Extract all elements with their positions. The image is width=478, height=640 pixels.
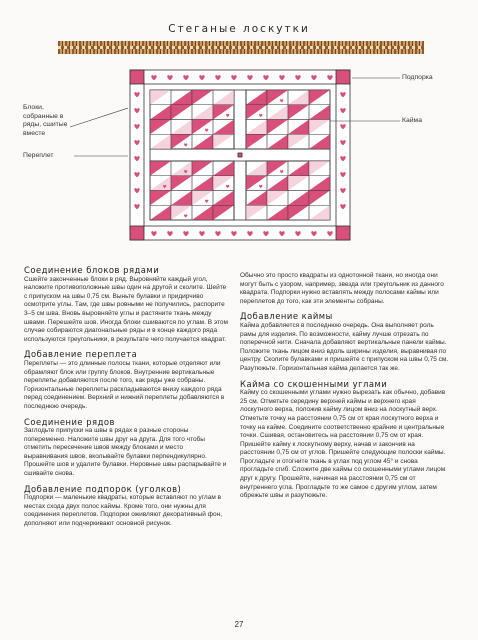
paragraph-adding-sashing: Переплеты — это длинные полосы ткани, которые отделяют или обрамляют блок или группу блоков. Внутренние вертикальные переплеты добавляются после того, как ряды уже собраны. Горизонтальные переплеты раскладываются внизу каждого ряда перед соединением. Верхний и нижний переплеты добавляются в последнюю очередь. (24, 359, 225, 410)
label-blocks: Блоки, собранные в ряды, сшитые вместе (23, 104, 68, 137)
paragraph-cornerstones: Подпорки — маленькие квадраты, которые вставляют по углам в местах схода двух полос каймы. Кроме того, они нужны для соединения переплетов. Подпорки оживляют декоративный фон, дополняют или подчеркивают основной рисунок. (24, 494, 223, 528)
page-number: 27 (234, 620, 244, 629)
paragraph-mitered-border: Кайму со скошенными углами нужно вырезать как обычно, добавив 25 см. Отметьте середину верхней каймы и верхнего края лоскутного верха, положив кайму лицом вниз на лоскутный верх. Отметьте точку на расстоянии 0,75 см от края лоскутного верха и точку на кайме. Соедините соответственно крайние и центральные точки. Сшивая, остановитесь на расстоянии 0,75 см от края. Пришейте кайму к лоскутному верху, начав и закончив на расстоянии 0,75 см от углов. Пришейте следующие полоски каймы. Прогладьте и отогните ткань в углах под углом 45° и снова прогладьте сгиб. Сложите две каймы со скошенными углами лицом друг к другу. Прошейте, начиная на расстоянии 0,75 см от внутреннего угла. Прогладьте то же самое с другим углом, затем обрежьте швы и разутюжьте. (240, 389, 446, 500)
heading-adding-border: Добавление каймы (240, 311, 333, 322)
heading-adding-sashing: Добавление переплета (24, 349, 138, 360)
paragraph-adding-border: Кайма добавляется в последнюю очередь. Она выполняет роль рамы для изделия. По возможности, кайму лучше отрезать по поперечной нити. Сначала добавляют вертикальные панели каймы. Положите ткань лицом вниз вдоль ширины изделия, выравнивая по центру. Сколите булавками и пришейте с припуском на швы 0,75 см. Разутюжьте. Горизонтальная кайма делается так же. (240, 321, 449, 372)
leader-line-blocks (70, 108, 128, 127)
text-column-left (24, 266, 228, 535)
heading-joining-rows: Соединение рядов (24, 416, 115, 427)
label-border: Кайма (402, 117, 422, 124)
heading-mitered-border: Кайма со скошенными углами (240, 378, 388, 389)
cornerstone (130, 226, 144, 240)
text-column-right (240, 272, 450, 507)
label-sashing: Переплет (23, 152, 54, 159)
paragraph-joining-blocks: Сшейте законченные блоки в ряд. Выровняйте каждый угол, наложите противоположные швы один на другой и сколите. Шейте с припуском на швы 0,75 см. Выньте булавки и придирчиво осмотрите углы. Там, где швы ровными не получились, распорите 3–5 см шва. Вновь выровняйте углы и растяните ткань между швами. Перешейте шов. Иногда блоки сшиваются по углам. В этом случае собираются диагональные ряды и в конце каждого ряда используются треугольники, в результате чего получается квадрат. (24, 275, 228, 343)
cornerstone (336, 226, 350, 240)
label-cornerstone: Подпорка (402, 74, 433, 81)
page-title: Стеганые лоскутки (168, 23, 310, 35)
heading-joining-blocks: Соединение блоков рядами (24, 265, 160, 275)
paragraph-joining-rows: Заглодьте припуски на швы в рядах в разные стороны попеременно. Наложите швы друг на друга. Для того чтобы отметить пересечение швов между блоками и место выравнивания швов, вколывайте булавки перпендикулярно. Прошейте шов и удалите булавки. Неровные швы распарывайте и сшивайте снова. (24, 427, 227, 478)
sashing-cornerstone (238, 153, 242, 157)
cornerstone (336, 70, 350, 84)
cornerstone (130, 70, 144, 84)
paragraph-cornerstones-cont: Обычно это просто квадраты из однотонной ткани, но иногда они могут быть с узором, например, звезда или треугольник из данного квадрата. Подпорки нужно вставлять между полосами каймы или переплетов до того, как эти элементы собраны. (240, 272, 444, 305)
heading-cornerstones: Добавление подпорок (уголков) (24, 483, 182, 494)
